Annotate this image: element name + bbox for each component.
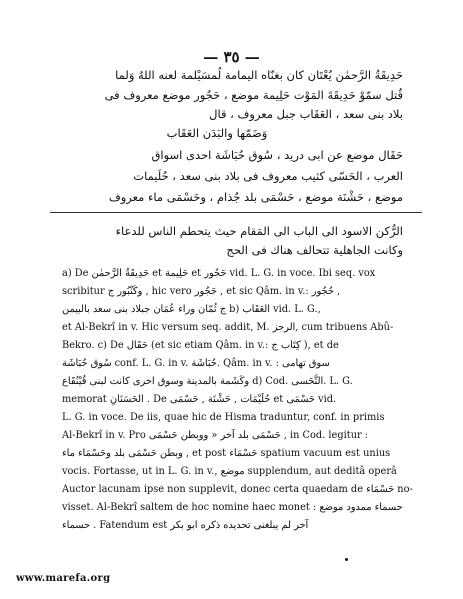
footnote-line: a) De حَدِيقَةُ الرَّحمٰن et حَلِيمة et حَجُور vid. L. G. in voce. Ibi seq. vox: [62, 268, 376, 279]
divider-line: [50, 212, 422, 213]
footnote-line: Al-Bekrî in v. Pro حَسْمَى بلد آخر « ووبطن حَسْمَى , in Cod. legitur :: [62, 430, 369, 441]
footnote-line: سُوق حُبَاشَة conf. L. G. in v. حُبَاشَة. Qâm. in v. : سوق تهامى: [62, 358, 330, 369]
footnote-line: وبطن حَسْمَى بلد وحَسْمَاء ماء , et post حَسْمَاء spatium vacuum est unius: [62, 448, 391, 459]
arabic-line: حَقَال موضع عن ابى دريد ، سُوق حُبَاشَة احدى اسواق: [151, 148, 403, 162]
arabic-line: موضع ، حَشْنَة موضع ، حَسْمَى بلد جُذام ، وحَسْمَى ماء معروف: [108, 190, 403, 204]
arabic-line: العرب ، الحَسّى كثيب معروف فى بلاد بنى سعد ، حُلَيمات: [133, 169, 403, 183]
footnote-line: scribitur وكَنْبُور ج , hic vero حَجُور , et sic Qâm. in v.: حُجُور ,: [62, 286, 341, 297]
arabic-quote-line: الرُّكن الاسود الى الباب الى المَقام حيث يتحطم الناس للدعاء: [115, 224, 403, 238]
footnote-line: vocis. Fortasse, ut in L. G. in v., موضع supplendum, aut deditâ operâ: [62, 466, 397, 477]
footnote-line: memorat الحَسَنَانِ . De حُلَيْمَات , حَشْنَة , حَسْمَى et حَسْمَى vid.: [62, 394, 337, 405]
footnote-line: L. G. in voce. De iis, quae hic de Hisma traduntur, conf. in primis: [62, 412, 385, 423]
arabic-line: حَدِيقَةُ الرَّحمٰن يُعْتَان كان بغنّاه اليمامة لُمسَيْلمة لعنه اللهُ وَلما: [115, 68, 403, 82]
footnote-line: visset. Al-Bekrî saltem de hoc nomine haec monet : حسماء ممدود موضع: [62, 502, 403, 513]
arabic-line: قُتل سمّوْ حَدِيقَةَ المَوْت حَلِيمة موضع ، حَجُور موضع معروف فى: [104, 88, 403, 102]
verse-line: وَضَمّها والبَدَن العَقَاب: [166, 126, 268, 140]
page-number: — ٣٥ —: [203, 48, 260, 66]
arabic-quote-line: وكانت الجاهلية تتحالف هناك فى الحج: [226, 243, 403, 257]
footnote-line: حسماء . Fatendum est آخر لم يبلغنى تحديده ذكره ابو بكر: [62, 520, 309, 531]
footnote-line: وكَشَمة بالمدينة وسوق اخرى كانت لبنى قُيْنُقَاع d) Cod. التَّحَسى. L. G.: [62, 376, 353, 387]
footnote-line: ج ثُمّان وراء عُمَان جبلاد بنى سعد بالبيمن b) العَقَاب vid. L. G.,: [62, 304, 321, 315]
footnote-line: Auctor lacunam ipse non supplevit, donec certa quaedam de حَسْمَاء no-: [62, 484, 413, 495]
source-watermark: www.marefa.org: [16, 573, 111, 584]
arabic-line: بلاد بنى سعد ، العَقَاب جبل معروف ، قال: [209, 107, 403, 121]
footnote-line: et Al-Bekrî in v. Hic versum seq. addit, M. الرجز, cum tribuens Abû-: [62, 322, 394, 333]
footnote-line: Bekro. c) De حَقَال (et sic etiam Qâm. in v.: كِتَاب ج ), et de: [62, 340, 339, 351]
ink-dot: [345, 558, 348, 561]
